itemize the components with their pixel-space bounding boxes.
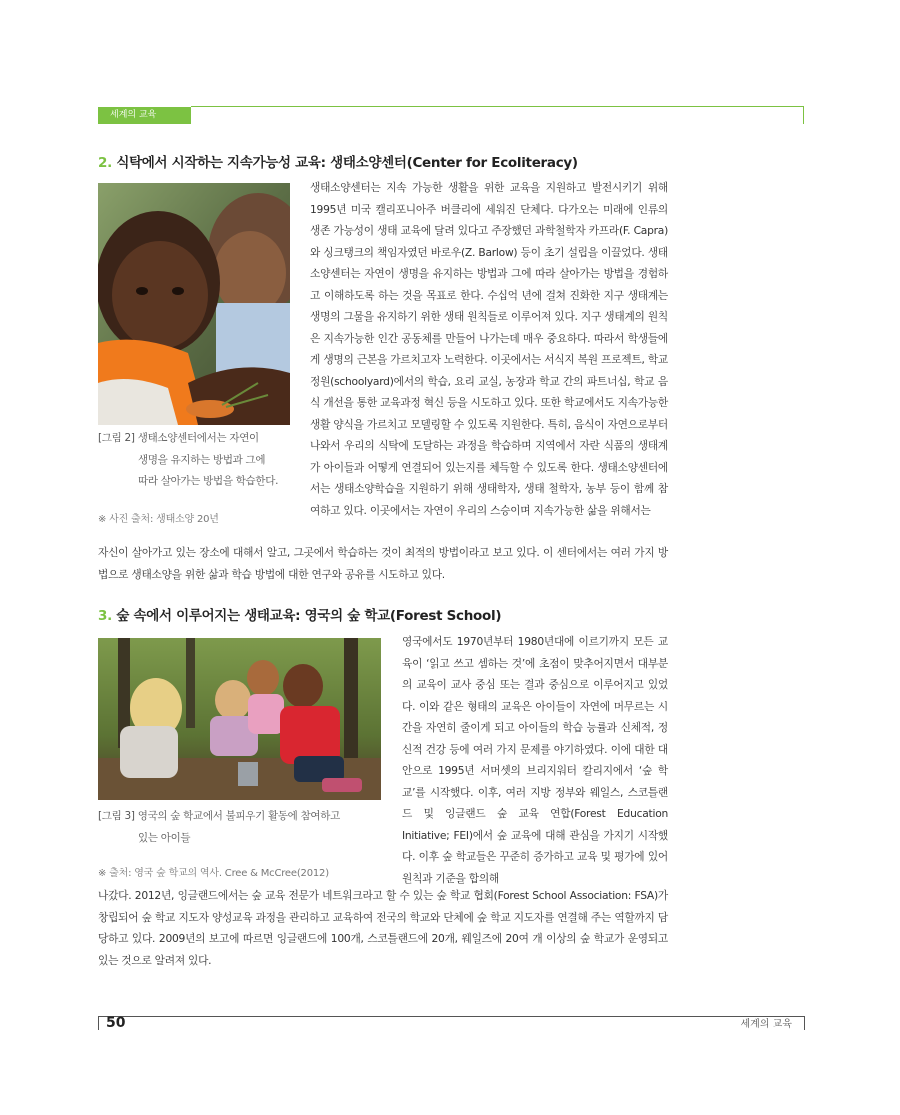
section3-number: 3.: [98, 608, 112, 624]
footer-section-label: 세계의 교육: [740, 1019, 792, 1030]
page-number: 50: [106, 1015, 126, 1031]
section3-title-text: 숲 속에서 이루어지는 생태교육: 영국의 숲 학교(Forest School): [111, 608, 502, 624]
section3-photo-source: ※ 출처: 영국 숲 학교의 역사. Cree & McCree(2012): [98, 868, 329, 879]
section2-caption-line1: [그림 2] 생태소양센터에서는 자연이: [98, 432, 259, 444]
section2-paragraph-full: 자신이 살아가고 있는 장소에 대해서 알고, 그곳에서 학습하는 것이 최적의 방법이라고 보고 있다. 이 센터에서는 여러 가지 방법으로 생태소양을 위한 삶과 학습 방법에 대한 연구와 공유를 시도하고 있다.: [98, 546, 668, 581]
section2-photo-source: ※ 사진 출처: 생태소양 20년: [98, 514, 219, 525]
section3-paragraph-full: 나갔다. 2012년, 잉글랜드에서는 숲 교육 전문가 네트워크라고 할 수 있는 숲 학교 협회(Forest School Association: FSA)가 창립되어 숲 학교 지도자 양성교육 과정을 관리하고 교육하여 전국의 학교와 단체에 숲 학교 지도자를 연결해 주는 역할까지 담당하고 있다. 2009년의 보고에 따르면 잉글랜드에 100개, 스코틀랜드에 20개, 웨일즈에 20여 개 이상의 숲 학교가 운영되고 있는 것으로 알려져 있다.: [98, 889, 668, 967]
footer-rule: [98, 1016, 805, 1030]
section3-caption-line2: 있는 아이들: [138, 831, 191, 844]
section2-number: 2.: [98, 155, 112, 171]
section2-title: [98, 151, 578, 171]
section2-paragraph-column: 생태소양센터는 지속 가능한 생활을 위한 교육을 지원하고 발전시키기 위해 1995년 미국 캘리포니아주 버클리에 세워진 단체다. 다가오는 미래에 인류의 생존 가능성이 생태 교육에 달려 있다고 주장했던 과학철학자 카프라(F. Capra)와 싱크탱크의 책임자였던 바로우(Z. Barlow) 등이 초기 설립을 이끌었다. 생태소양센터는 자연이 생명을 유지하는 방법과 그에 따라 살아가는 방법을 경험하고 이해하도록 하는 것을 목표로 한다. 수십억 년에 걸쳐 진화한 지구 생태계는 생명의 그물을 유지하기 위한 생태 원칙들로 이루어져 있다. 지구 생태계의 원칙은 지속가능한 인간 공동체를 만들어 나가는데 매우 중요하다. 따라서 학생들에게 생명의 근본을 가르치고자 노력한다. 이곳에서는 서식지 복원 프로젝트, 학교 정원(schoolyard)에서의 학습, 요리 교실, 농장과 학교 간의 파트너십, 학교 음식 개선을 통한 교육과정 혁신 등을 시도하고 있다. 또한 학교에서도 지속가능한 생활 양식을 가르치고 모델링할 수 있도록 지원한다. 특히, 음식이 자연으로부터 나와서 우리의 식탁에 도달하는 과정을 학습하며 지역에서 자란 식품의 생태계가 아이들과 어떻게 연결되어 있는지를 체득할 수 있도록 한다. 생태소양센터에서는 생태소양학습을 지원하기 위해 생태학자, 생태 철학자, 농부 등이 함께 참여하고 있다. 이곳에서는 자연이 우리의 스승이며 지속가능한 삶을 위해서는: [310, 181, 668, 517]
section3-body-full: [98, 885, 668, 971]
section2-figure-caption: [98, 428, 278, 493]
section3-body-column: [402, 631, 668, 889]
header-rule: [191, 106, 804, 124]
section2-body-full: [98, 542, 668, 585]
section2-title-text: 식탁에서 시작하는 지속가능성 교육: 생태소양센터(Center for Ecoliteracy): [111, 155, 578, 171]
header-section-tab: 세계의 교육: [98, 107, 191, 124]
photo-forest-school-children: [98, 638, 381, 800]
section3-caption-line1: [그림 3] 영국의 숲 학교에서 불피우기 활동에 참여하고: [98, 810, 340, 822]
section3-title: [98, 604, 501, 624]
section3-paragraph-column: 영국에서도 1970년부터 1980년대에 이르기까지 모든 교육이 ‘읽고 쓰고 셈하는 것’에 초점이 맞추어지면서 대부분의 교육이 교사 중심 또는 결과 중심으로 이루어지고 있었다. 이와 같은 형태의 교육은 아이들이 자연에 머무르는 시간을 자연히 줄이게 되고 아이들의 학습 능률과 신체적, 정신적 건강 등에 여러 가지 문제를 야기하였다. 이에 대한 대안으로 1995년 서머셋의 브리지워터 칼리지에서 ‘숲 학교’를 시작했다. 이후, 여러 지방 정부와 웨일스, 스코틀랜드 및 잉글랜드 숲 교육 연합(Forest Education Initiative; FEI)에서 숲 교육에 대해 관심을 가지기 시작했다. 이후 숲 학교들은 꾸준히 증가하고 교육 및 평가에 있어 원칙과 기준을 합의해: [402, 635, 668, 885]
section3-figure-caption: [98, 806, 340, 849]
section2-body-column: [310, 177, 668, 521]
photo-children-carrot: [98, 183, 290, 425]
section2-caption-line3: 따라 살아가는 방법을 학습한다.: [138, 475, 279, 487]
section2-caption-line2: 생명을 유지하는 방법과 그에: [138, 453, 266, 466]
